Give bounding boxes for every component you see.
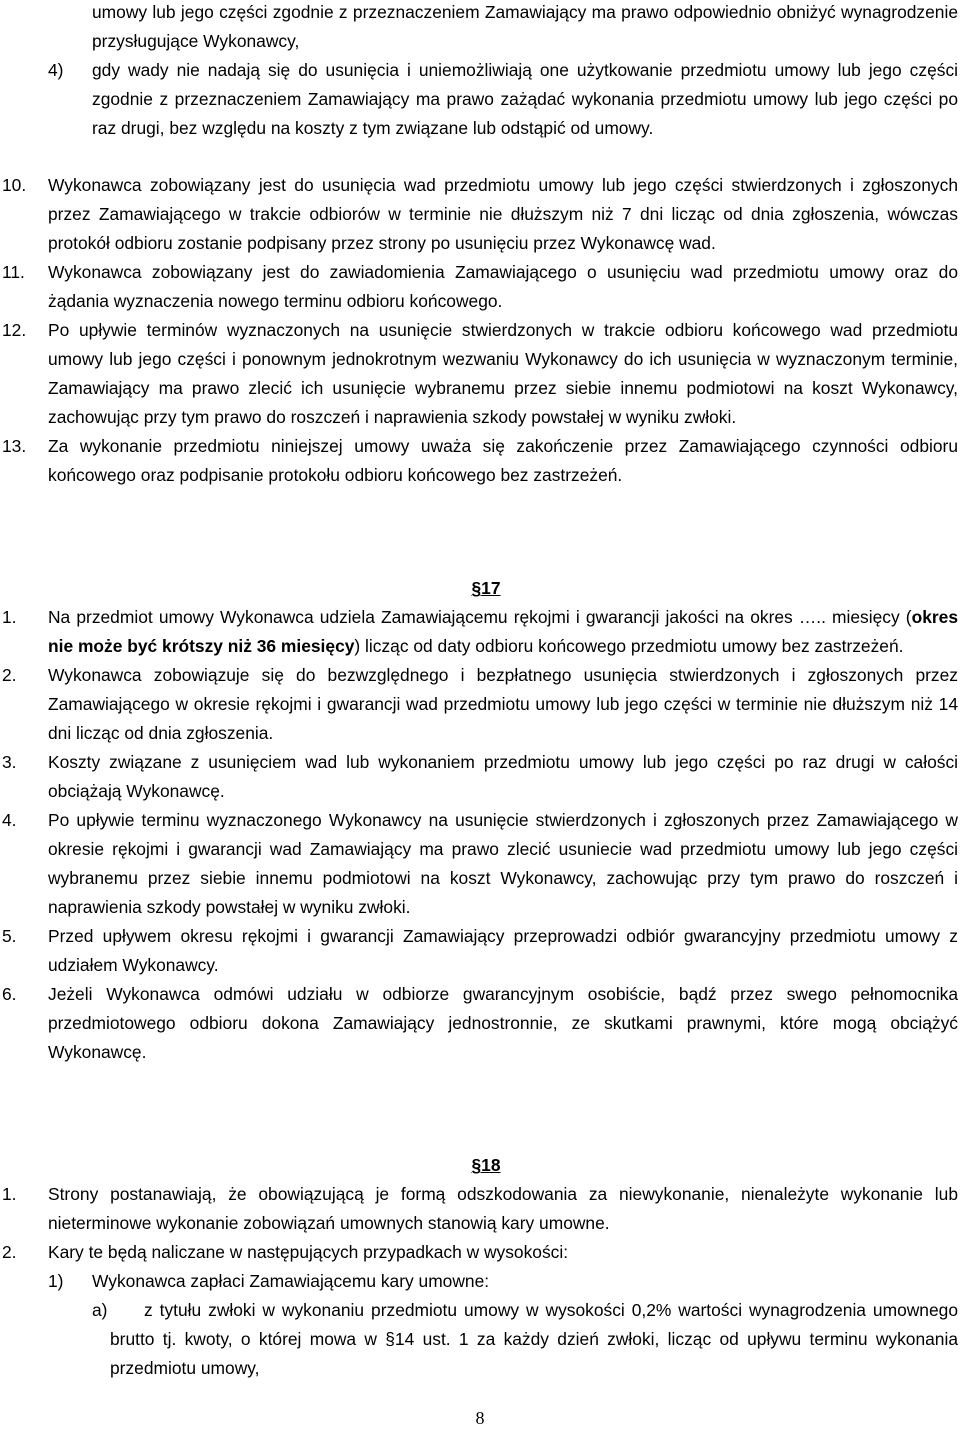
continuation-paragraph <box>0 0 958 56</box>
section-symbol: § <box>471 1155 482 1175</box>
section-number: 18 <box>481 1155 501 1175</box>
item-text: z tytułu zwłoki w wykonaniu przedmiotu umowy w wysokości 0,2% wartości wynagrodzenia umownego brutto tj. kwoty, o której mowa w §14 ust. 1 za każdy dzień zwłoki, licząc od upływu terminu wykonania przedmiotu umowy, <box>110 1300 958 1378</box>
item-number: 5. <box>2 926 17 946</box>
item-text-end: ) licząc od daty odbioru końcowego przedmiotu umowy bez zastrzeżeń. <box>354 636 904 656</box>
item-number: 10. <box>2 175 27 195</box>
item-number: 13. <box>2 436 27 456</box>
item-number: 4. <box>2 810 17 830</box>
list-item <box>0 980 958 1067</box>
section-heading-17 <box>0 574 960 603</box>
item-text-bold: okres nie może być krótszy niż 36 miesięcy <box>48 607 958 656</box>
list-item <box>0 603 958 661</box>
list-item <box>0 171 958 258</box>
item-number: 1. <box>2 1184 17 1204</box>
item-text: Kary te będą naliczane w następujących przypadkach w wysokości: <box>48 1242 569 1262</box>
item-text: Po upływie terminów wyznaczonych na usunięcie stwierdzonych w trakcie odbioru końcowego wad przedmiotu umowy lub jego części i ponownym jednokrotnym wezwaniu Wykonawcy do ich usunięcia w wyznaczonym terminie, Zamawiający ma prawo zlecić ich usunięcie wybranemu przez siebie innemu podmiotowi na koszt Wykonawcy, zachowując przy tym prawo do roszczeń i naprawienia szkody powstałej w wyniku zwłoki. <box>48 320 958 427</box>
item-text: Koszty związane z usunięciem wad lub wykonaniem przedmiotu umowy lub jego części po raz drugi w całości obciążają Wykonawcę. <box>48 752 958 801</box>
item-number: 1) <box>48 1271 64 1291</box>
sub-sub-list-item <box>0 1296 958 1383</box>
section-heading-18 <box>0 1151 960 1180</box>
item-number: 1. <box>2 607 17 627</box>
item-number: 11. <box>2 262 25 282</box>
section-18-items <box>0 1180 960 1383</box>
item-text: Wykonawca zobowiązany jest do zawiadomienia Zamawiającego o usunięciu wad przedmiotu umowy oraz do żądania wyznaczenia nowego terminu odbioru końcowego. <box>48 262 958 311</box>
item-number: 3. <box>2 752 17 772</box>
item-text-start: Na przedmiot umowy Wykonawca udziela Zamawiającemu rękojmi i gwarancji jakości na okres ….. miesięcy ( <box>48 607 912 627</box>
list-item <box>0 56 958 143</box>
list-item <box>0 661 958 748</box>
section-16-items <box>0 171 960 490</box>
item-number: 2. <box>2 1242 17 1262</box>
item-text: Wykonawca zobowiązuje się do bezwzględnego i bezpłatnego usunięcia stwierdzonych i zgłoszonych przez Zamawiającego w okresie rękojmi i gwarancji wad przedmiotu umowy lub jego części w terminie nie dłuższym niż 14 dni licząc od dnia zgłoszenia. <box>48 665 958 743</box>
sub-list-item <box>0 1267 958 1296</box>
item-text: Wykonawca zapłaci Zamawiającemu kary umowne: <box>92 1271 490 1291</box>
section-number: 17 <box>481 578 501 598</box>
item-text: Przed upływem okresu rękojmi i gwarancji Zamawiający przeprowadzi odbiór gwarancyjny przedmiotu umowy z udziałem Wykonawcy. <box>48 926 958 975</box>
page-number: 8 <box>475 1408 485 1428</box>
item-text: Jeżeli Wykonawca odmówi udziału w odbiorze gwarancyjnym osobiście, bądź przez swego pełnomocnika przedmiotowego odbioru dokona Zamawiający jednostronnie, ze skutkami prawnymi, które mogą obciążyć Wykonawcę. <box>48 984 958 1062</box>
item-number: 6. <box>2 984 17 1004</box>
item-number: 12. <box>2 320 27 340</box>
paragraph-text: umowy lub jego części zgodnie z przeznaczeniem Zamawiający ma prawo odpowiednio obniżyć wynagrodzenie przysługujące Wykonawcy, <box>92 2 958 51</box>
list-item <box>0 1238 958 1267</box>
item-text: Za wykonanie przedmiotu niniejszej umowy uważa się zakończenie przez Zamawiającego czynności odbioru końcowego oraz podpisanie protokołu odbioru końcowego bez zastrzeżeń. <box>48 436 958 485</box>
list-item <box>0 432 958 490</box>
item-text: gdy wady nie nadają się do usunięcia i uniemożliwiają one użytkowanie przedmiotu umowy lub jego części zgodnie z przeznaczeniem Zamawiający ma prawo zażądać wykonania przedmiotu umowy lub jego części po raz drugi, bez względu na koszty z tym związane lub odstąpić od umowy. <box>92 60 958 138</box>
item-number: a) <box>92 1300 108 1320</box>
list-item <box>0 748 958 806</box>
list-item <box>0 316 958 432</box>
item-text: Strony postanawiają, że obowiązującą je formą odszkodowania za niewykonanie, nienależyte wykonanie lub nieterminowe wykonanie zobowiązań umownych stanowią kary umowne. <box>48 1184 958 1233</box>
list-item <box>0 1180 958 1238</box>
list-item <box>0 922 958 980</box>
item-text: Wykonawca zobowiązany jest do usunięcia wad przedmiotu umowy lub jego części stwierdzonych i zgłoszonych przez Zamawiającego w trakcie odbiorów w terminie nie dłuższym niż 7 dni licząc od dnia zgłoszenia, wówczas protokół odbioru zostanie podpisany przez strony po usunięciu przez Wykonawcę wad. <box>48 175 958 253</box>
item-number: 2. <box>2 665 17 685</box>
list-item <box>0 258 958 316</box>
item-text: Po upływie terminu wyznaczonego Wykonawcy na usunięcie stwierdzonych i zgłoszonych przez Zamawiającego w okresie rękojmi i gwarancji wad Zamawiający ma prawo zlecić usuniecie wad przedmiotu umowy lub jego części wybranemu przez siebie innemu podmiotowi na koszt Wykonawcy, zachowując przy tym prawo do roszczeń i naprawienia szkody powstałej w wyniku zwłoki. <box>48 810 958 917</box>
section-symbol: § <box>471 578 482 598</box>
section-17-items <box>0 603 960 1067</box>
item-number: 4) <box>48 60 64 80</box>
list-item <box>0 806 958 922</box>
